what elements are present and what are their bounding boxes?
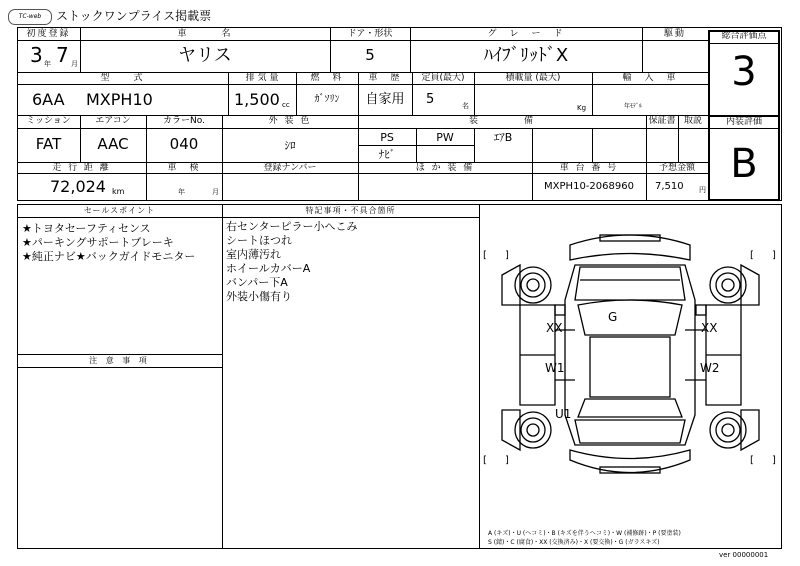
equipment-pw: PW [436,131,454,144]
displacement-unit: cc [282,101,290,109]
bracket: [ [483,250,487,261]
bracket: [ [750,455,754,466]
notes-list [226,220,358,304]
reg-year-unit: 年 [44,60,51,68]
label-displacement: 排 気 量 [245,73,279,83]
bracket: ] [772,455,776,466]
mark-xx-right: XX [701,321,718,335]
label-aircon: エアコン [95,116,131,126]
model: MXPH10 [86,90,153,109]
overall-grade: 3 [731,49,757,95]
bracket: [ [750,250,754,261]
label-load: 積載量 (最大) [505,73,561,83]
label-mission: ミッション [26,116,71,126]
label-fuel: 燃 料 [310,73,344,83]
label-capacity: 定員(最大) [421,73,465,83]
est-price: 7,510 [655,181,684,192]
equipment-airbag: ｴｱB [493,131,513,144]
bracket: ] [505,455,509,466]
mark-g: G [608,310,618,324]
list-item: 外装小傷有り [226,290,292,303]
mission: FAT [35,135,62,153]
label-est-price: 予想金額 [658,163,695,173]
fuel: ｶﾞｿﾘﾝ [314,94,340,105]
label-inspection: 車 検 [167,163,201,173]
mileage: 72,024 [50,177,106,196]
label-reg-number: 登録ナンバー [263,163,317,173]
equipment-ps: PS [380,131,394,144]
list-item: ★純正ナビ★バックガイドモニター [22,250,196,263]
exterior-color: ｼﾛ [284,139,296,152]
label-chassis-no: 車 台 番 号 [559,163,619,173]
mark-xx-left: XX [546,321,563,335]
sales-points-list [22,222,195,264]
list-item: シートほつれ [226,234,292,247]
reg-month-unit: 月 [71,60,78,68]
aircon: AAC [97,135,129,153]
label-car-name: 車 名 [177,29,233,39]
capacity-unit: 名 [462,102,469,110]
page-title: ストックワンプライス掲載票 [56,9,212,23]
doors: 5 [365,46,375,64]
use: 自家用 [365,92,405,107]
load-unit: Kg [577,104,587,112]
label-import: 輸 入 車 [622,73,678,83]
label-doors: ドア・形状 [347,29,393,39]
label-sales-points: セールスポイント [83,206,156,215]
inspection-month-unit: 月 [212,188,219,196]
displacement: 1,500 [234,90,280,109]
version-label: ver 00000001 [719,551,769,559]
label-drive: 駆動 [663,29,686,39]
label-other-equipment: ほ か 装 備 [415,163,475,173]
label-equipment: 装 備 [468,116,535,126]
interior-grade: B [730,141,758,187]
capacity: 5 [426,92,435,107]
label-use: 車 歴 [368,73,402,83]
logo: TC-web [8,9,52,25]
chassis-no: MXPH10-2068960 [544,181,634,192]
model-year-unit: 年ﾓﾃﾞﾙ [624,103,643,110]
label-grade: グ レ ー ド [487,29,565,39]
label-warranty: 保証書 [648,116,676,126]
label-first-reg: 初度登録 [26,29,71,39]
list-item: ホイールカバーA [226,262,311,275]
grade: ﾊｲﾌﾞﾘｯﾄﾞX [483,45,569,66]
list-item: 右センターピラー小へこみ [226,220,358,233]
label-notes: 特記事項・不具合箇所 [305,206,396,215]
damage-legend-line-1: A (キズ)・U (ヘコミ)・B (キズを伴うヘコミ)・W (補修跡)・P (要塗装) [488,530,681,537]
list-item: 室内薄汚れ [226,248,281,261]
reg-month: 7 [56,43,69,67]
mark-w1: W1 [545,361,565,375]
label-model: 型 式 [100,73,145,83]
reg-year: 3 [30,43,43,67]
bracket: ] [772,250,776,261]
mark-w2: W2 [700,361,720,375]
damage-legend-line-2: S (錆)・C (腐食)・XX (交換済み)・X (要交換)・G (ガラスキズ) [488,539,660,546]
label-cautions: 注 意 事 項 [89,356,150,365]
list-item: ★パーキングサポートブレーキ [22,236,174,249]
list-item: バンパー下A [226,276,288,289]
car-diagram [480,205,781,548]
label-overall-grade: 総合評価点 [721,31,767,41]
list-item: ★トヨタセーフティセンス [22,222,151,235]
label-color-no: カラーNo. [163,116,205,126]
mark-u1: U1 [555,407,572,421]
equipment-navi: ﾅﾋﾞ [378,148,396,161]
label-exterior-color: 外 装 色 [268,116,312,126]
inspection-year-unit: 年 [178,188,185,196]
bracket: [ [483,455,487,466]
label-manual: 取説 [683,116,702,126]
color-no: 040 [169,135,199,153]
mileage-unit: km [112,187,125,196]
bracket: ] [505,250,509,261]
est-price-unit: 円 [699,186,706,194]
car-name: ヤリス [178,45,232,66]
label-mileage: 走 行 距 離 [52,163,111,173]
label-interior-grade: 内装評価 [725,117,762,127]
model-prefix: 6AA [32,90,65,109]
